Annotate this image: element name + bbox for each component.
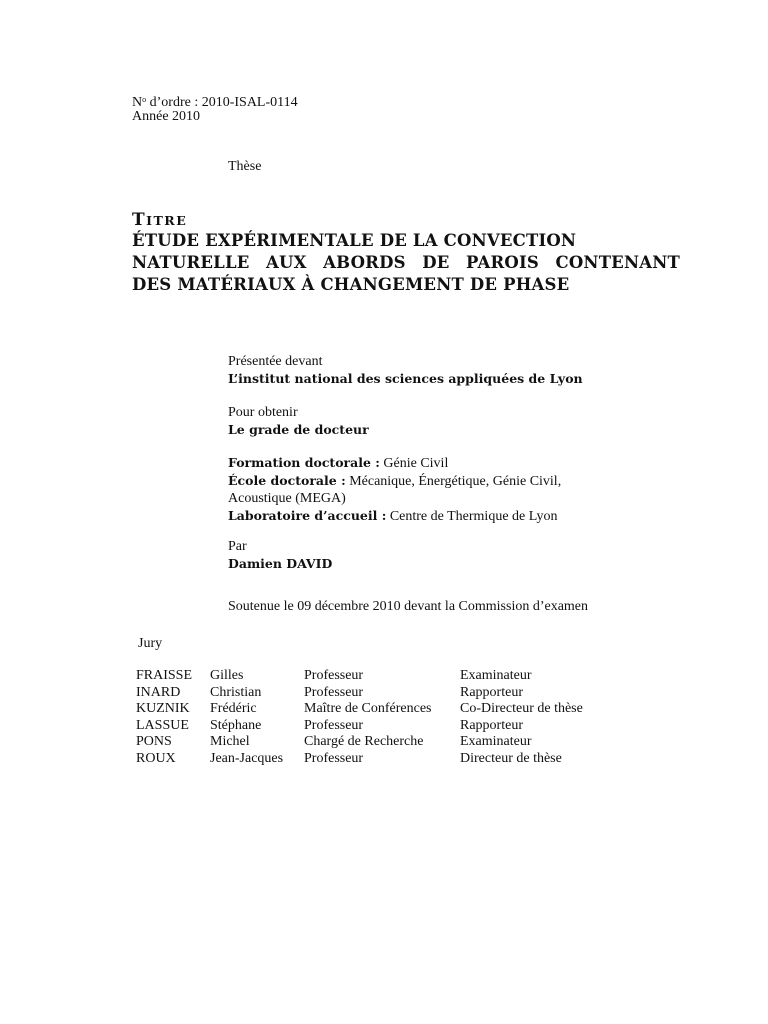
jury-titre: Professeur [304,668,364,683]
obtenir-label: Pour obtenir [228,405,298,420]
jury-nom: ROUX [136,750,176,766]
jury-role: Examinateur [460,734,532,750]
jury-nom: KUZNIK [136,701,190,717]
ecole-value: Mécanique, Énergétique, Génie Civil, [345,474,562,489]
ordre-value: d’ordre : 2010-ISAL-0114 [146,95,298,110]
ecole-value-cont: Acoustique (MEGA) [228,491,346,506]
jury-prenom: Michel [210,734,250,750]
jury-nom: PONS [136,734,172,750]
institut-name: L’institut national des sciences appliquées de Lyon [228,371,583,386]
jury-role: Examinateur [460,668,532,683]
title-line-3: DES MATÉRIAUX À CHANGEMENT DE PHASE [132,275,570,294]
author-section [228,538,332,572]
par-label: Par [228,539,247,554]
jury-role: Rapporteur [460,717,523,733]
ecole-row [228,472,561,490]
jury-titre: Professeur [304,750,364,766]
jury-titre: Professeur [304,717,364,733]
jury-prenom: Stéphane [210,717,262,733]
annee: Année 2010 [132,109,201,124]
labo-value: Centre de Thermique de Lyon [386,509,558,524]
jury-table [136,668,583,768]
presentee-label: Présentée devant [228,354,323,369]
presentee-section [228,353,583,387]
table-row [136,685,583,702]
title-line-2: NATURELLE AUX ABORDS DE PAROIS CONTENANT [132,253,680,272]
jury-nom: FRAISSE [136,668,193,683]
jury-titre: Chargé de Recherche [304,734,424,750]
jury-prenom: Christian [210,684,262,700]
soutenue-text: Soutenue le 09 décembre 2010 devant la Commission d’examen [228,599,589,614]
formation-value: Génie Civil [379,456,449,471]
ordre-superscript: o [142,95,147,104]
jury-role: Co-Directeur de thèse [460,701,583,717]
labo-label: Laboratoire d’accueil : [228,508,387,523]
ordre-prefix: N [132,95,143,110]
titre-label-initial: T [132,210,147,230]
table-row [136,668,583,685]
author-name: Damien DAVID [228,556,333,571]
jury-prenom: Gilles [210,668,244,683]
soutenue-line [228,598,588,615]
table-row [136,734,583,751]
jury-role: Directeur de thèse [460,750,562,766]
jury-titre: Professeur [304,684,364,700]
table-row [136,751,583,768]
formation-label: Formation doctorale : [228,455,380,470]
obtenir-section [228,404,369,438]
formation-section [228,454,561,525]
jury-prenom: Frédéric [210,701,257,717]
jury-label: Jury [138,636,163,651]
table-row [136,701,583,718]
grade: Le grade de docteur [228,422,369,437]
jury-prenom: Jean-Jacques [210,750,284,766]
jury-titre: Maître de Conférences [304,701,432,717]
ecole-label: École doctorale : [228,473,346,488]
table-row [136,718,583,735]
thesis-title [132,230,680,296]
titre-label [132,210,187,230]
title-line-1: ÉTUDE EXPÉRIMENTALE DE LA CONVECTION [132,231,577,250]
formation-row [228,454,561,472]
these-label: Thèse [228,159,262,174]
titre-label-rest: ITRE [146,213,188,228]
jury-nom: INARD [136,684,181,700]
jury-role: Rapporteur [460,684,523,700]
jury-nom: LASSUE [136,717,189,733]
labo-row [228,507,561,525]
